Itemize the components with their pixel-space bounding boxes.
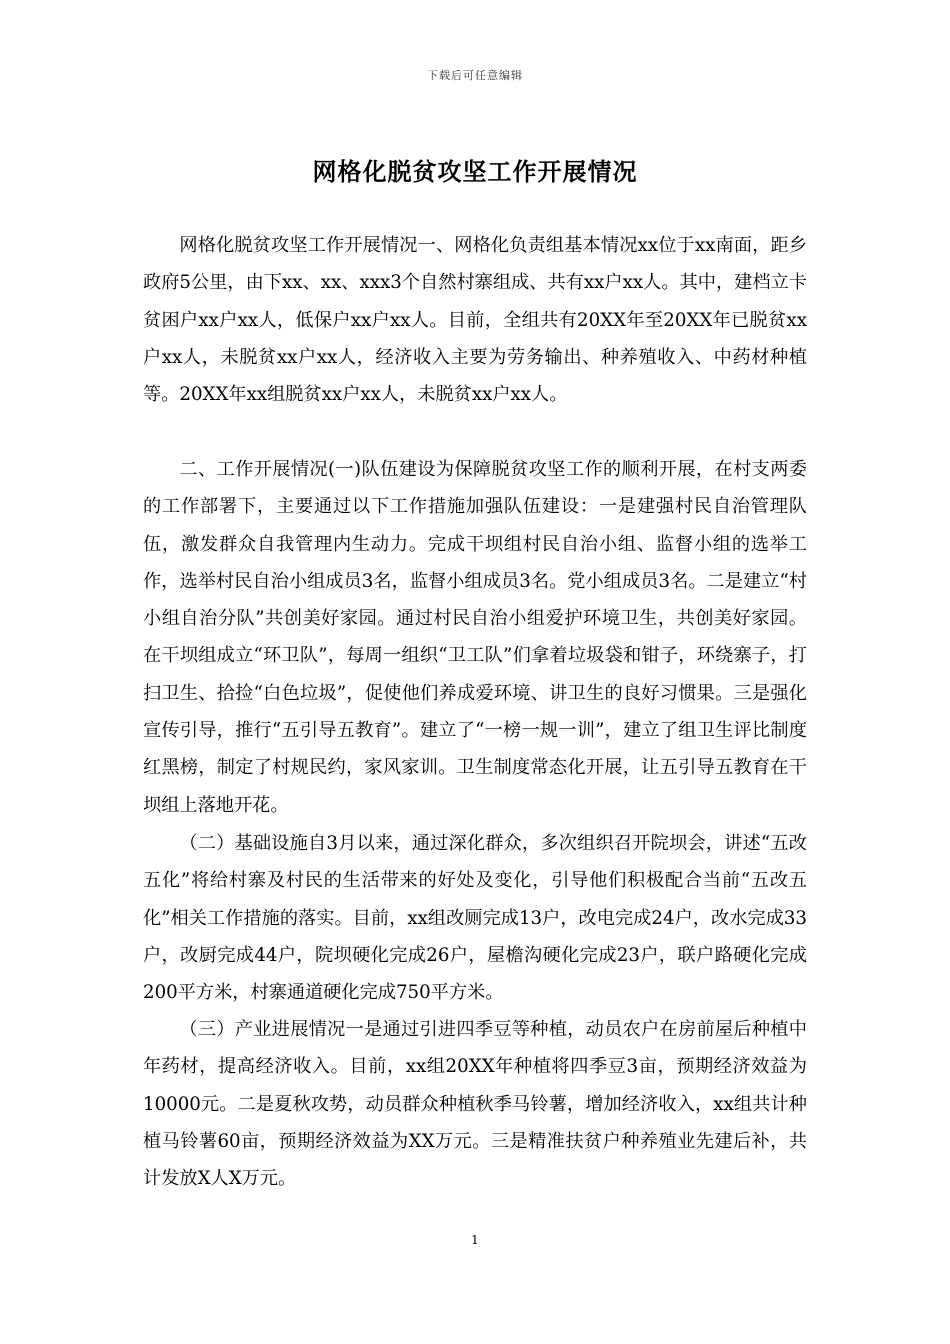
page-number: 1 [471, 1233, 479, 1247]
paragraph-basic-info: 网格化脱贫攻坚工作开展情况一、网格化负责组基本情况xx位于xx南面，距乡政府5公里，由下xx、xx、xxx3个自然村寨组成、共有xx户xx人。其中，建档立卡贫困户xx户xx人，低保户xx户xx人。目前，全组共有20XX年至20XX年已脱贫xx户xx人，未脱贫xx户xx人，经济收入主要为劳务输出、种养殖收入、中药材种植等。20XX年xx组脱贫xx户xx人，未脱贫xx户xx人。 [143, 235, 807, 406]
paragraph-team-building: 二、工作开展情况(一)队伍建设为保障脱贫攻坚工作的顺利开展，在村支两委的工作部署下，主要通过以下工作措施加强队伍建设：一是建强村民自治管理队伍，激发群众自我管理内生动力。完成干坝组村民自治小组、监督小组的选举工作，选举村民自治小组成员3名，监督小组成员3名。党小组成员3名。二是建立“村小组自治分队”共创美好家园。通过村民自治小组爱护环境卫生，共创美好家园。在干坝组成立“环卫队”，每周一组织“卫工队”们拿着垃圾袋和钳子，环绕寨子，打扫卫生、拾捡“白色垃圾”，促使他们养成爱环境、讲卫生的良好习惯果。三是强化宣传引导，推行“五引导五教育”。建立了“一榜一规一训”，建立了组卫生评比制度红黑榜，制定了村规民约，家风家训。卫生制度常态化开展，让五引导五教育在干坝组上落地开花。 [143, 459, 807, 816]
header-note: 下载后可任意编辑 [427, 69, 523, 82]
paragraph-infrastructure: （二）基础设施自3月以来，通过深化群众，多次组织召开院坝会，讲述“五改五化”将给村寨及村民的生活带来的好处及变化，引导他们积极配合当前“五改五化”相关工作措施的落实。目前，xx组改厕完成13户，改电完成24户，改水完成33户，改厨完成44户，院坝硬化完成26户，屋檐沟硬化完成23户，联户路硬化完成200平方米，村寨通道硬化完成750平方米。 [143, 833, 807, 1004]
document-title: 网格化脱贫攻坚工作开展情况 [312, 157, 638, 186]
paragraph-industry-progress: （三）产业进展情况一是通过引进四季豆等种植，动员农户在房前屋后种植中年药材，提高经济收入。目前，xx组20XX年种植将四季豆3亩，预期经济效益为10000元。二是夏秋攻势，动员群众种植秋季马铃薯，增加经济收入，xx组共计种植马铃薯60亩，预期经济效益为XX万元。三是精准扶贫户种养殖业先建后补，共计发放X人X万元。 [143, 1019, 807, 1190]
